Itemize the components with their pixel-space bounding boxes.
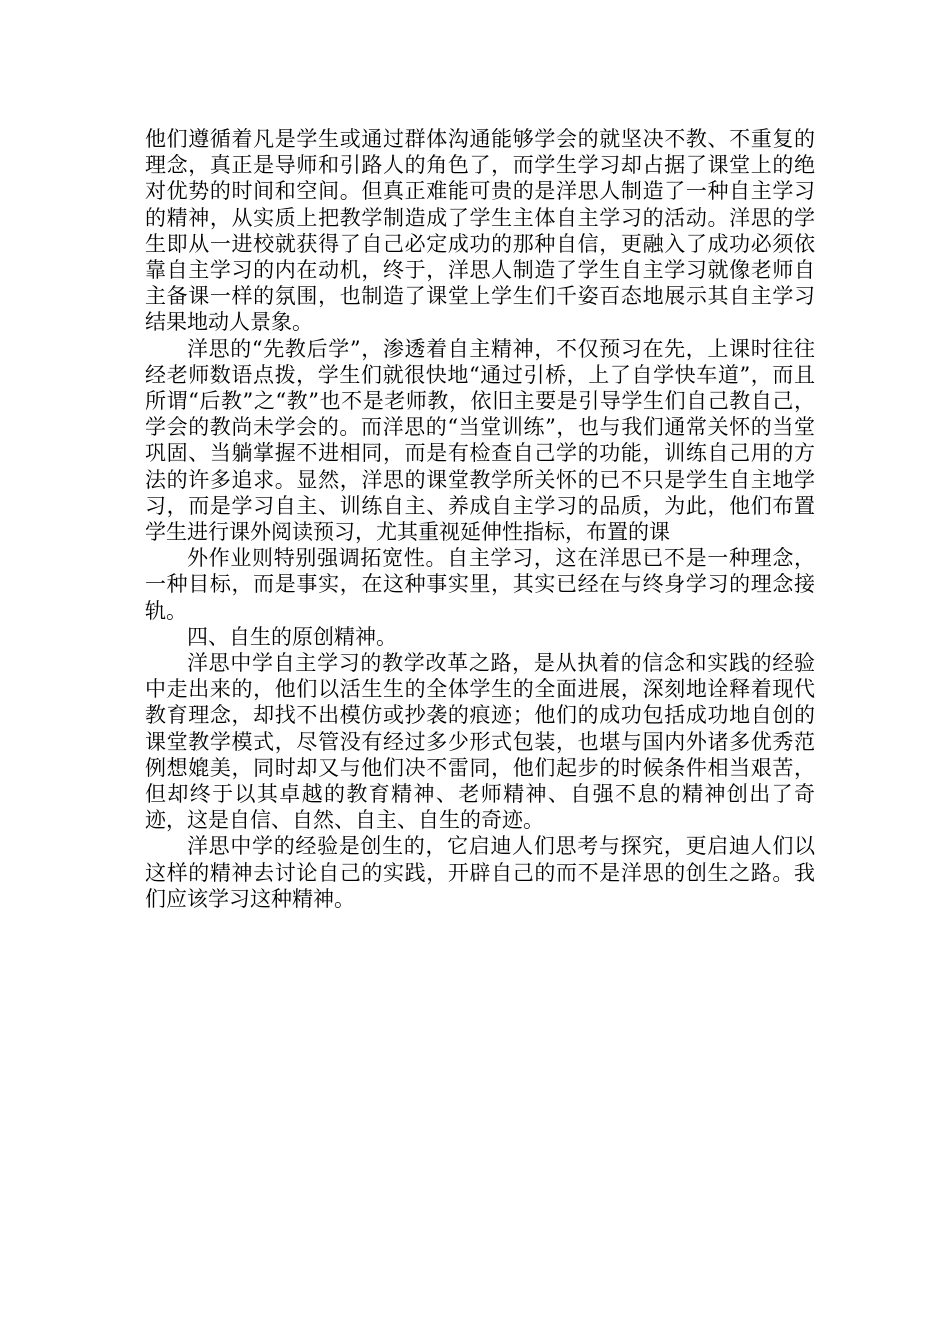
section-heading-original-spirit: 四、自生的原创精神。 [187, 624, 397, 649]
paragraph-conclusion: 洋思中学的经验是创生的，它启迪人们思考与探究，更启迪人们以这样的精神去讨论自己的实践，开辟自己的而不是洋思的创生之路。我们应该学习这种精神。 [145, 834, 815, 911]
document-body [145, 126, 815, 912]
paragraph-homework: 外作业则特别强调拓宽性。自主学习，这在洋思已不是一种理念，一种目标，而是事实，在这种事实里，其实已经在与终身学习的理念接轨。 [145, 546, 815, 623]
paragraph-continuation: 他们遵循着凡是学生或通过群体沟通能够学会的就坚决不教、不重复的理念，真正是导师和引路人的角色了，而学生学习却占据了课堂上的绝对优势的时间和空间。但真正难能可贵的是洋思人制造了一种自主学习的精神，从实质上把教学制造成了学生主体自主学习的活动。洋思的学生即从一进校就获得了自己必定成功的那种自信，更融入了成功必须依靠自主学习的内在动机，终于，洋思人制造了学生自主学习就像老师自主备课一样的氛围，也制造了课堂上学生们千姿百态地展示其自主学习结果地动人景象。 [145, 127, 815, 335]
paragraph-teach-after-learn: 洋思的“先教后学”，渗透着自主精神，不仅预习在先，上课时往往经老师数语点拨，学生们就很快地“通过引桥，上了自学快车道”，而且所谓“后教”之“教”也不是老师教，依旧主要是引导学生们自己教自己，学会的教尚未学会的。而洋思的“当堂训练”，也与我们通常关怀的当堂巩固、当躺掌握不进相同，而是有检查自己学的功能，训练自己用的方法的许多追求。显然，洋思的课堂教学所关怀的已不只是学生自主地学习，而是学习自主、训练自主、养成自主学习的品质，为此，他们布置学生进行课外阅读预习，尤其重视延伸性指标，布置的课 [145, 336, 815, 545]
paragraph-reform-road: 洋思中学自主学习的教学改革之路，是从执着的信念和实践的经验中走出来的，他们以活生生的全体学生的全面进展，深刻地诠释着现代教育理念，却找不出模仿或抄袭的痕迹；他们的成功包括成功地自创的课堂教学模式，尽管没有经过多少形式包装，也堪与国内外诸多优秀范例想媲美，同时却又与他们决不雷同，他们起步的时候条件相当艰苦，但却终于以其卓越的教育精神、老师精神、自强不息的精神创出了奇迹，这是自信、自然、自主、自生的奇迹。 [145, 651, 815, 833]
